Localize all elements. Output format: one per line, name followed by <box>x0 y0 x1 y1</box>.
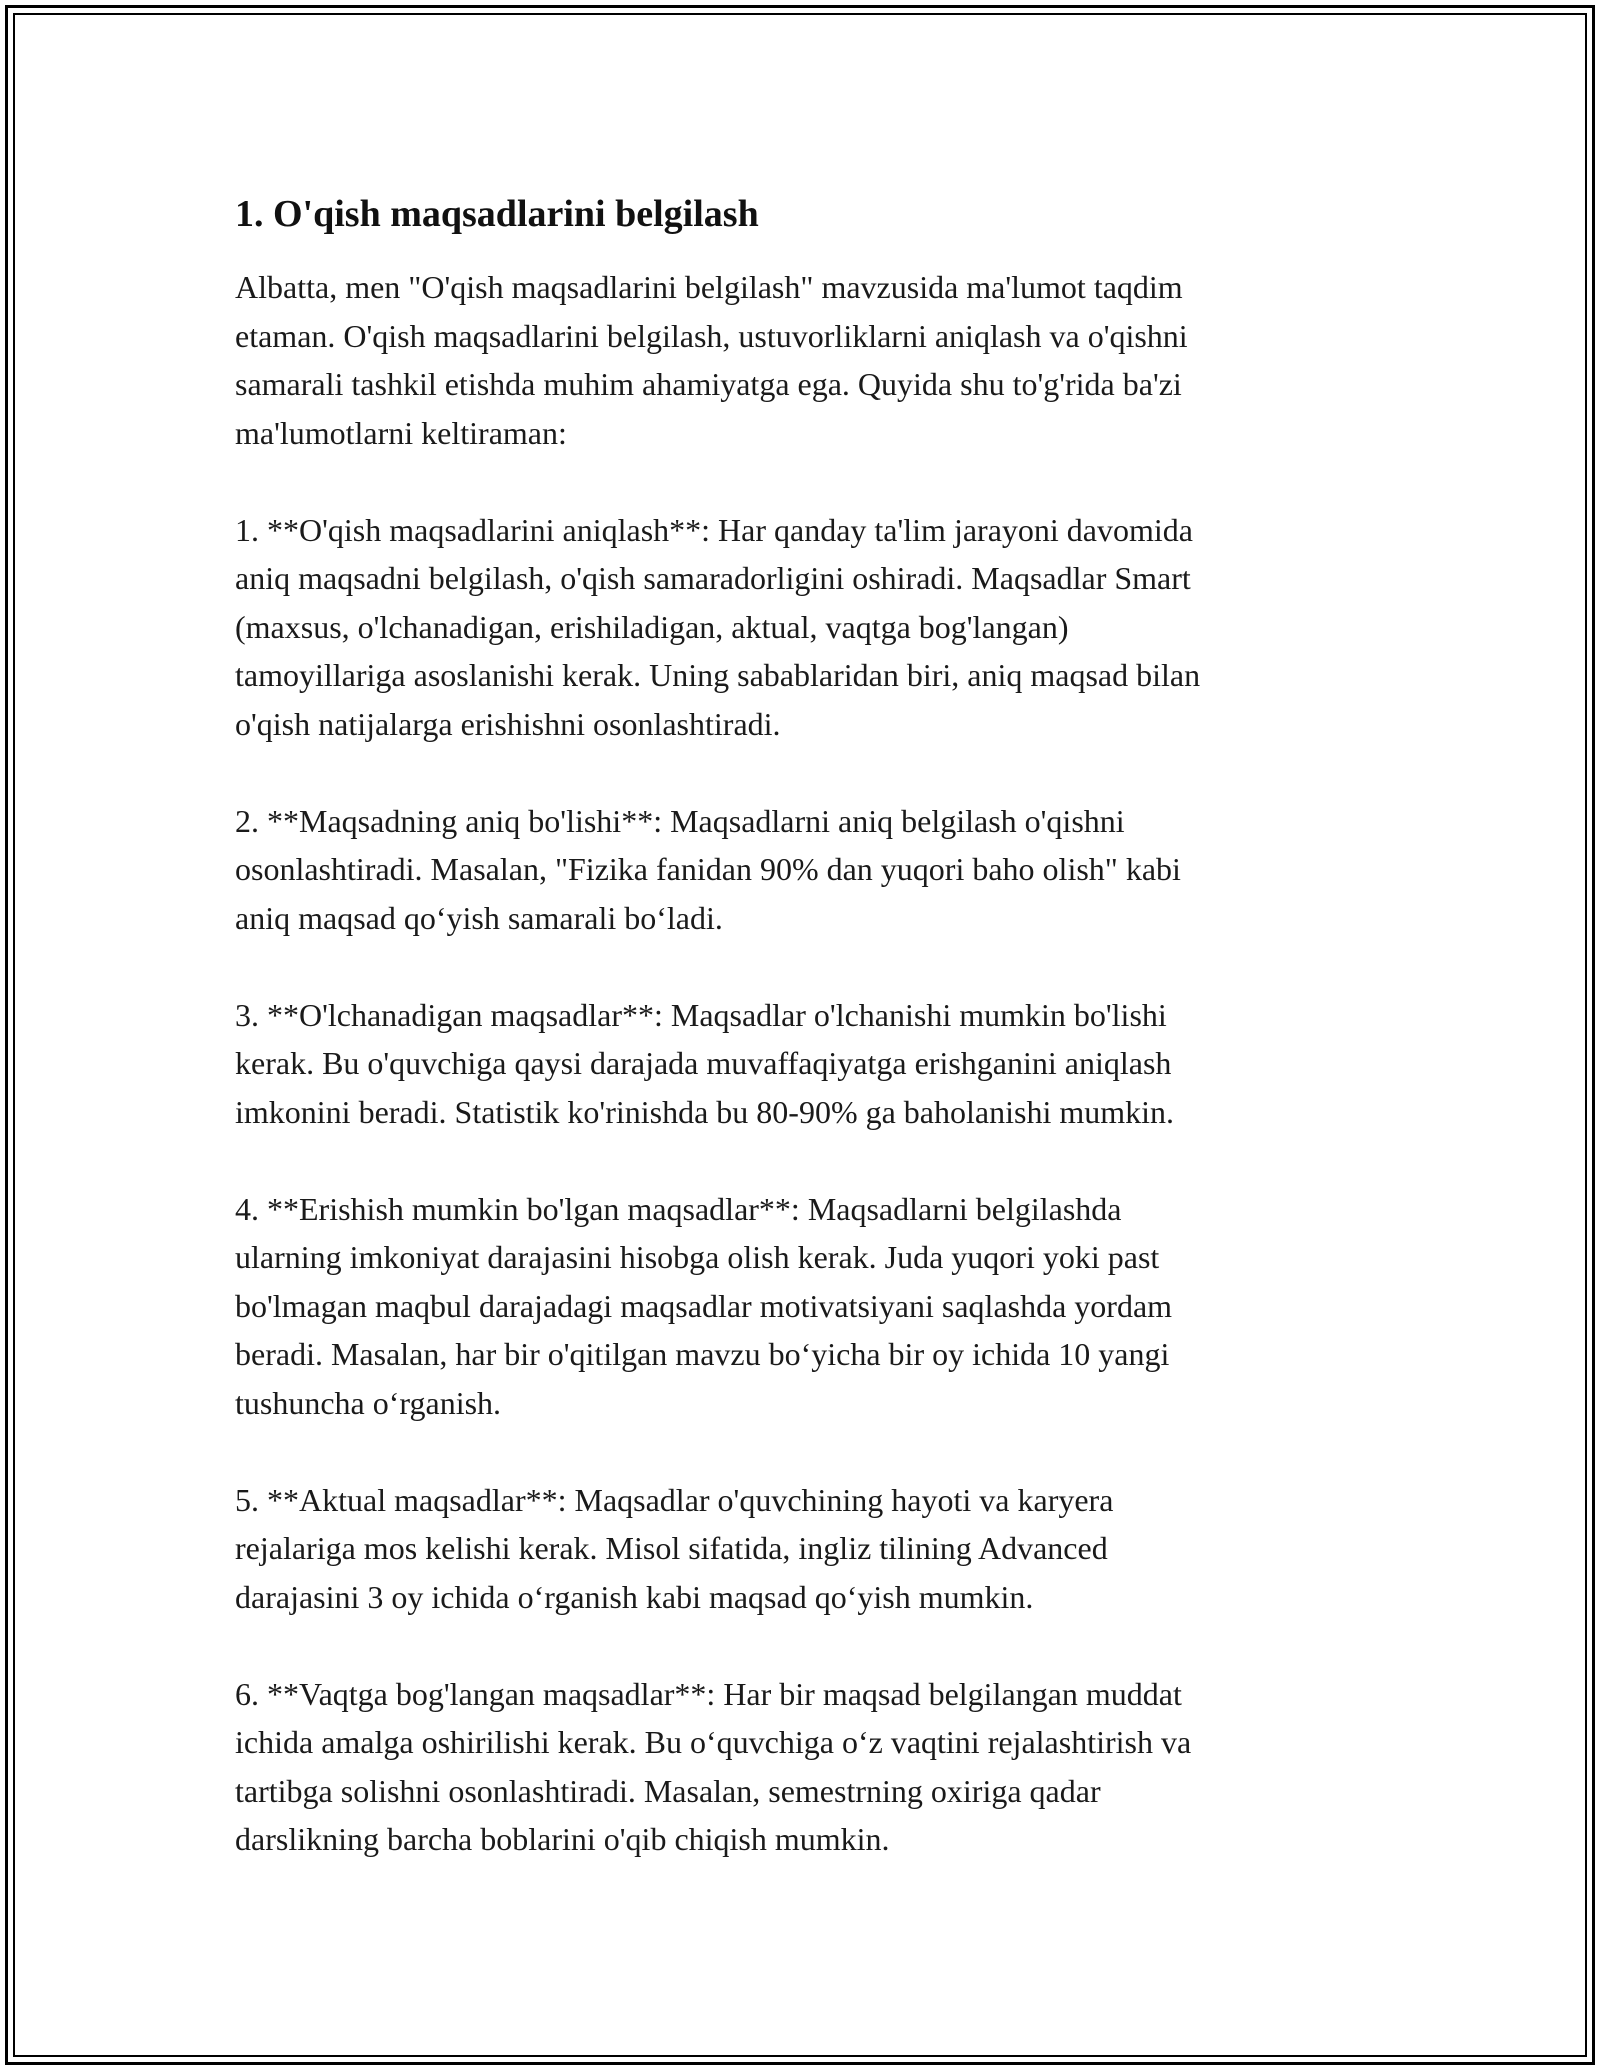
document-title: 1. O'qish maqsadlarini belgilash <box>235 193 759 235</box>
intro-paragraph: Albatta, men "O'qish maqsadlarini belgilash" mavzusida ma'lumot taqdim etaman. O'qish maqsadlarini belgilash, ustuvorliklarni aniqlash va o'qishni samarali tashkil etishda muhim ahamiyatga ega. Quyida shu to'g'rida ba'zi ma'lumotlarni keltiraman: <box>235 269 1188 451</box>
point-1-paragraph: 1. **O'qish maqsadlarini aniqlash**: Har qanday ta'lim jarayoni davomida aniq maqsadni belgilash, o'qish samaradorligini oshiradi. Maqsadlar Smart (maxsus, o'lchanadigan, erishiladigan, aktual, vaqtga bog'langan) tamoyillariga asoslanishi kerak. Uning sabablaridan biri, aniq maqsad bilan o'qish natijalarga erishishni osonlashtiradi. <box>235 511 1201 742</box>
point-5-paragraph: 5. **Aktual maqsadlar**: Maqsadlar o'quvchining hayoti va karyera rejalariga mos kelishi kerak. Misol sifatida, ingliz tilining Advanced darajasini 3 oy ichida o‘rganish kabi maqsad qo‘yish mumkin. <box>235 1481 1114 1615</box>
point-4-paragraph: 4. **Erishish mumkin bo'lgan maqsadlar**: Maqsadlarni belgilashda ularning imkoniyat darajasini hisobga olish kerak. Juda yuqori yoki past bo'lmagan maqbul darajadagi maqsadlar motivatsiyani saqlashda yordam beradi. Masalan, har bir o'qitilgan mavzu bo‘yicha bir oy ichida 10 yangi tushuncha o‘rganish. <box>235 1190 1173 1421</box>
point-6-paragraph: 6. **Vaqtga bog'langan maqsadlar**: Har bir maqsad belgilangan muddat ichida amalga oshirilishi kerak. Bu o‘quvchiga o‘z vaqtini rejalashtirish va tartibga solishni osonlashtiradi. Masalan, semestrning oxiriga qadar darslikning barcha boblarini o'qib chiqish mumkin. <box>235 1675 1192 1857</box>
point-3-paragraph: 3. **O'lchanadigan maqsadlar**: Maqsadlar o'lchanishi mumkin bo'lishi kerak. Bu o'quvchiga qaysi darajada muvaffaqiyatga erishganini aniqlash imkonini beradi. Statistik ko'rinishda bu 80-90% ga baholanishi mumkin. <box>235 996 1174 1130</box>
document-body <box>235 185 1375 1912</box>
point-2-paragraph: 2. **Maqsadning aniq bo'lishi**: Maqsadlarni aniq belgilash o'qishni osonlashtiradi. Masalan, "Fizika fanidan 90% dan yuqori baho olish" kabi aniq maqsad qo‘yish samarali bo‘ladi. <box>235 802 1181 936</box>
